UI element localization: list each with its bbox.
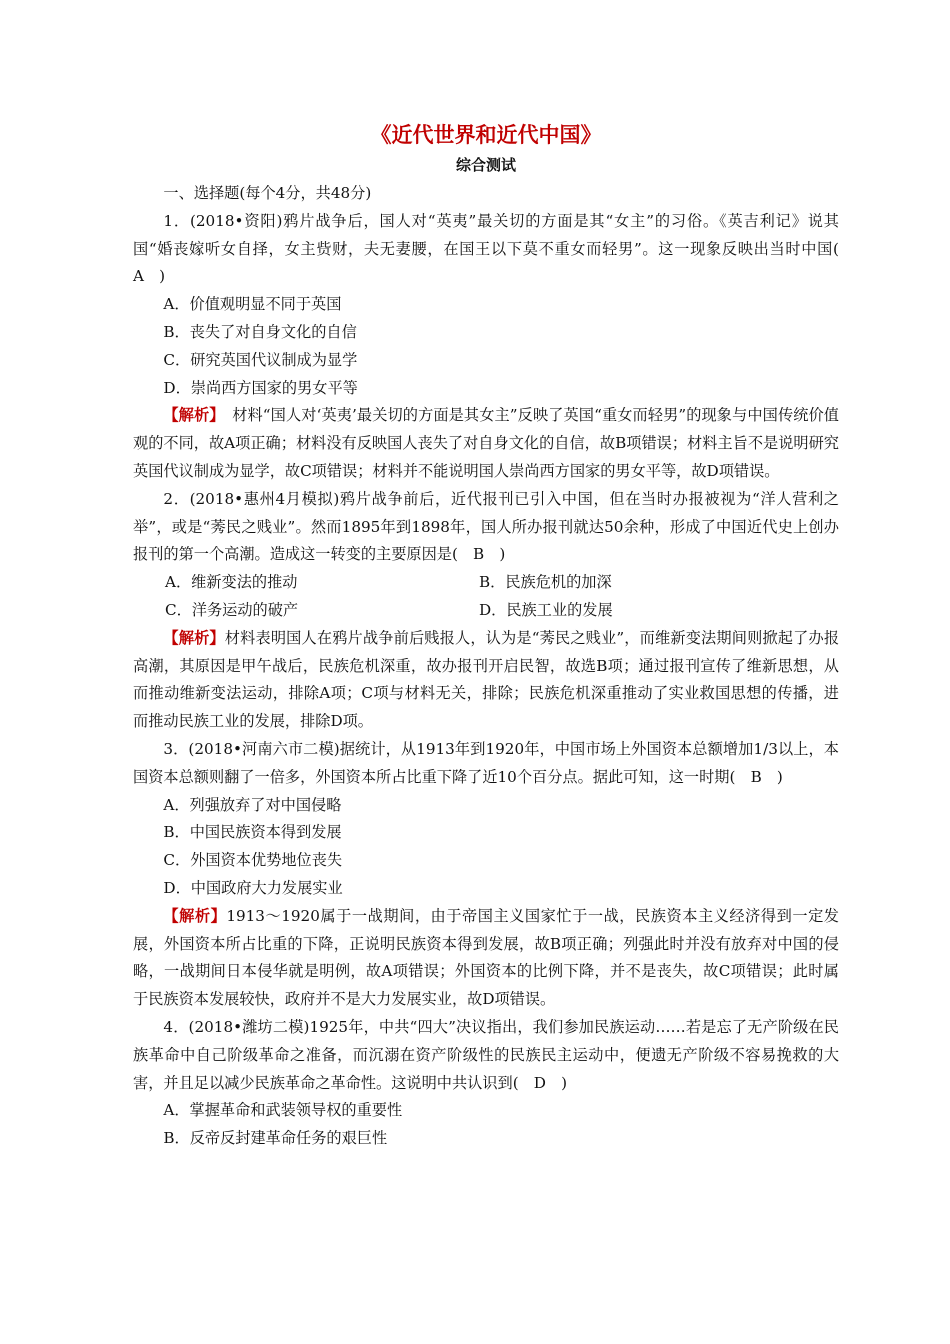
- section-heading: 一、选择题(每个4分，共48分): [163, 184, 372, 202]
- question-2-option-c: C．洋务运动的破产: [165, 600, 299, 619]
- question-2-option-d: D．民族工业的发展: [479, 600, 613, 619]
- question-4: [133, 1014, 839, 1153]
- question-2: [133, 486, 839, 736]
- question-3-option-c: C．外国资本优势地位丧失: [163, 851, 343, 870]
- explanation-text: 1913～1920属于一战期间，由于帝国主义国家忙于一战，民族资本主义经济得到一定发展，外国资本所占比重的下降，正说明民族资本得到发展，故B项正确；列强此时并没有放弃对中国的侵略，一战期间日本侵华就是明例，故A项错误；外国资本的比例下降，并不是丧失，故C项错误；此时属于民族资本发展较快，政府并不是大力发展实业，故D项错误。: [133, 906, 839, 1009]
- question-3-option-d: D．中国政府大力发展实业: [163, 878, 343, 897]
- question-2-stem: 2．(2018•惠州4月模拟)鸦片战争前后，近代报刊已引入中国，但在当时办报被视为“洋人营利之举”，或是“莠民之贱业”。然而1895年到1898年，国人所办报刊就达50余种，形成了中国近代史上创办报刊的第一个高潮。造成这一转变的主要原因是( B ): [133, 489, 839, 564]
- question-1-stem: 1．(2018•资阳)鸦片战争后，国人对“英夷”最关切的方面是其“女主”的习俗。《英吉利记》说其国“婚丧嫁听女自择，女主赀财，夫无妻腰，在国王以下莫不重女而轻男”。这一现象反映出当时中国( A ): [133, 211, 855, 286]
- question-4-option-a: A．掌握革命和武装领导权的重要性: [163, 1101, 403, 1120]
- question-1-option-a: A．价值观明显不同于英国: [163, 295, 342, 314]
- question-1-option-c: C．研究英国代议制成为显学: [163, 350, 358, 369]
- question-3-option-a: A．列强放弃了对中国侵略: [163, 795, 342, 814]
- question-1: [133, 208, 855, 486]
- question-2-options-row-1: [133, 569, 839, 597]
- document-body: [133, 118, 855, 1153]
- question-3: [133, 736, 839, 1014]
- question-1-explanation: [133, 402, 839, 485]
- explanation-label: 【解析】: [163, 406, 217, 425]
- question-4-stem: 4．(2018•潍坊二模)1925年，中共“四大”决议指出，我们参加民族运动……若是忘了无产阶级在民族革命中自己阶级革命之准备，而沉溺在资产阶级性的民族民主运动中，便遗无产阶级不容易挽救的大害，并且足以减少民族革命之革命性。这说明中共认识到( D ): [133, 1017, 839, 1092]
- document-title: 《近代世界和近代中国》: [370, 122, 602, 147]
- question-2-option-b: B．民族危机的加深: [479, 573, 612, 592]
- question-4-option-b: B．反帝反封建革命任务的艰巨性: [163, 1129, 388, 1148]
- question-2-explanation: [133, 625, 839, 736]
- question-2-options-row-2: [133, 597, 839, 625]
- question-1-option-b: B．丧失了对自身文化的自信: [163, 322, 357, 341]
- question-3-stem: 3．(2018•河南六市二模)据统计，从1913年到1920年，中国市场上外国资本总额增加1/3以上，本国资本总额则翻了一倍多，外国资本所占比重下降了近10个百分点。据此可知，这一时期( B ): [133, 739, 839, 786]
- question-3-explanation: [133, 903, 839, 1014]
- explanation-text: 材料“国人对‘英夷’最关切的方面是其女主”反映了英国“重女而轻男”的现象与中国传统价值观的不同，故A项正确；材料没有反映国人丧失了对自身文化的自信，故B项错误；材料主旨不是说明研究英国代议制成为显学，故C项错误；材料并不能说明国人崇尚西方国家的男女平等，故D项错误。: [133, 406, 839, 480]
- document-subtitle: 综合测试: [455, 156, 516, 174]
- explanation-label: 【解析】: [163, 906, 227, 925]
- question-2-option-a: A．维新变法的推动: [165, 573, 298, 592]
- explanation-text: 材料表明国人在鸦片战争前后贱报人，认为是“莠民之贱业”，而维新变法期间则掀起了办报高潮，其原因是甲午战后，民族危机深重，故办报刊开启民智，故选B项；通过报刊宣传了维新思想，从而推动维新变法运动，排除A项；C项与材料无关，排除；民族危机深重推动了实业救国思想的传播，进而推动民族工业的发展，排除D项。: [133, 628, 840, 731]
- question-1-option-d: D．崇尚西方国家的男女平等: [163, 378, 358, 397]
- question-3-option-b: B．中国民族资本得到发展: [163, 823, 342, 842]
- explanation-label: 【解析】: [163, 628, 225, 647]
